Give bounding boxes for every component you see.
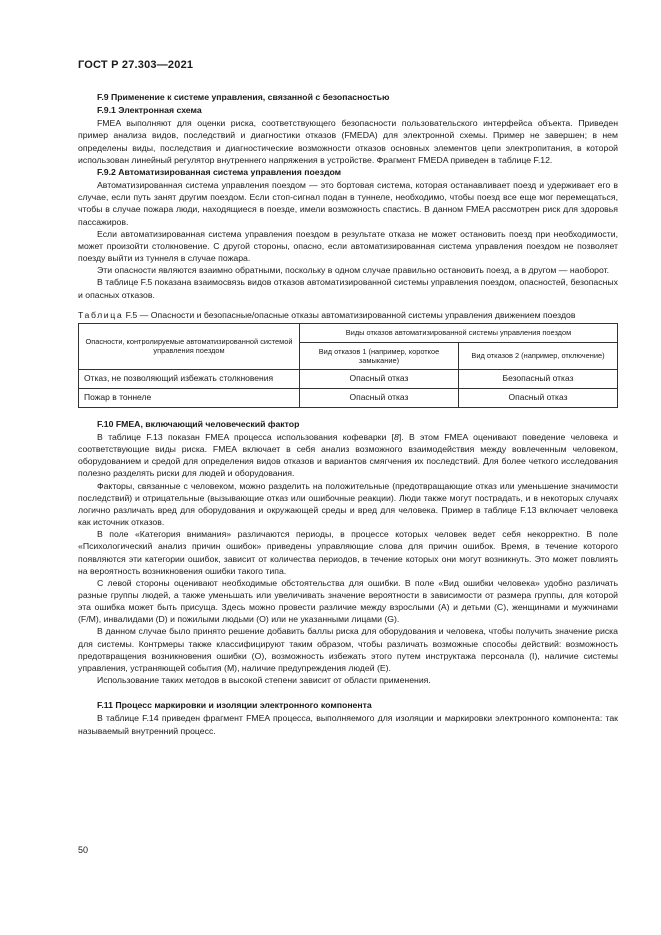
section-f10-paragraph-5: В данном случае было принято решение добавить баллы риска для оборудования и человека, чтобы получить значение риска для системы. Контрмеры также классифицируют таким образом, чтобы различать возможные способы действий: возможность предотвращения возникновения ошибки (O), возможность избежать этого путем инструктажа персонала (I), наличие системы управления, устраняющей события (M), наличие предупреждения людей (E).: [78, 626, 618, 673]
section-f91-heading: F.9.1 Электронная схема: [97, 105, 202, 116]
table-cell-mode-1: Опасный отказ: [299, 369, 458, 388]
table-cell-hazard: Отказ, не позволяющий избежать столкновения: [79, 369, 300, 388]
table-caption-text: F.5 — Опасности и безопасные/опасные отказы автоматизированной системы управления движением поездов: [123, 309, 576, 320]
table-f5: [78, 323, 618, 408]
table-row: [79, 369, 618, 388]
section-f10-paragraph-1: [78, 431, 618, 480]
paragraph-text: ]. В этом FMEA оценивают поведение человека и соответствующие виды риска. FMEA включает в себя анализ возможного взаимодействия между вовлеченным человеком, оборудованием и средой для определения видов отказов и вариантов смягчения их последствий. Для более четкого исследования полезно разделять риски для людей и оборудования.: [78, 431, 618, 479]
section-f92-paragraph-2: Если автоматизированная система управления поездом в результате отказа не может остановить поезд при необходимости, может произойти столкновение. С другой стороны, опасно, если автоматизированная система управления поездом не позволяет поезду выйти из туннеля в случае пожара.: [78, 228, 618, 264]
table-cell-mode-2: Опасный отказ: [458, 388, 617, 407]
page-number: 50: [78, 845, 89, 855]
section-f9-heading: F.9 Применение к системе управления, связанной с безопасностью: [97, 92, 390, 102]
section-f92-paragraph-3: Эти опасности являются взаимно обратными, поскольку в одном случае правильно остановить поезд, а в другом — наоборот.: [97, 265, 610, 276]
table-subheader-mode-1: Вид отказов 1 (например, короткое замыкание): [299, 342, 458, 369]
table-f5-caption: [78, 309, 618, 321]
section-f92-heading: F.9.2 Автоматизированная система управления поездом: [97, 166, 342, 177]
table-header-hazards: Опасности, контролируемые автоматизированной системой управления поездом: [79, 323, 300, 369]
section-f92-paragraph-1: Автоматизированная система управления поездом — это бортовая система, которая останавливает поезд и удерживает его в случае, если путь занят другим поездом. Если стоп-сигнал подан в туннеле, необходимо, чтобы поезд все еще мог перемещаться, чтобы в случае пожара люди, находящиеся в поезде, имели возможность спастись. В данном FMEA рассмотрен риск для здоровья пассажиров.: [78, 180, 618, 227]
section-f11-paragraph: В таблице F.14 приведен фрагмент FMEA процесса, выполняемого для изоляции и маркировки электронного компонента: так называемый внутренний процесс.: [78, 713, 618, 736]
table-cell-mode-2: Безопасный отказ: [458, 369, 617, 388]
section-f91-paragraph: FMEA выполняют для оценки риска, соответствующего безопасности пользовательского интерфейса объекта. Приведен пример анализа видов, последствий и диагностики отказов (FMEDA) для электронной схемы. Пример не завершен; в нем определены виды, последствия и диагностические возможности отказов основных элементов цепи электропитания, в которой использован линейный регулятор внутреннего напряжения в устройстве. Фрагмент FMEDA приведен в таблице F.12.: [78, 118, 618, 165]
bibliography-reference: 8: [394, 431, 399, 442]
standard-designation: ГОСТ Р 27.303—2021: [78, 59, 194, 71]
section-f10-heading: F.10 FMEA, включающий человеческий фактор: [97, 418, 300, 429]
section-f10-paragraph-2: Факторы, связанные с человеком, можно разделить на положительные (предотвращающие отказ или уменьшение значимости последствий) и отрицательные (вызывающие отказ или ошибочные реакции). Люди также могут пострадать, и в некоторых случаях логично различать вред для оборудования и окружающей среды и вред для человека. Пример в таблице F.13 включает человека как источник отказов.: [78, 480, 618, 528]
section-f10-paragraph-6: Использование таких методов в высокой степени зависит от области применения.: [97, 675, 431, 686]
table-header-failure-modes: Виды отказов автоматизированной системы управления поездом: [299, 323, 617, 342]
section-f92-paragraph-4: В таблице F.5 показана взаимосвязь видов отказов автоматизированной системы управления поездом, опасностей, безопасных и опасных отказов.: [78, 277, 618, 300]
document-body: [78, 91, 618, 737]
table-row: [79, 388, 618, 407]
table-cell-hazard: Пожар в тоннеле: [79, 388, 300, 407]
section-f10-paragraph-4: С левой стороны оценивают необходимые обстоятельства для ошибки. В поле «Вид ошибки человека» удобно различать разные группы людей, а также уменьшать или увеличивать значение вероятности в зависимости от размера группы, для которой эта ошибка может быть присуща. Здесь можно провести различие между взрослыми (A) и детьми (C), женщинами и мужчинами (F/M), инвалидами (D) и пожилыми людьми (O) или не указанными лицами (G).: [78, 577, 618, 625]
table-subheader-mode-2: Вид отказов 2 (например, отключение): [458, 342, 617, 369]
section-f11-heading: F.11 Процесс маркировки и изоляции электронного компонента: [97, 700, 372, 711]
paragraph-text: В таблице F.13 показан FMEA процесса использования кофеварки [: [97, 431, 394, 442]
table-caption-word: Таблица: [78, 309, 124, 320]
table-header-row: [79, 323, 618, 342]
table-cell-mode-1: Опасный отказ: [299, 388, 458, 407]
section-f10-paragraph-3: В поле «Категория внимания» различаются периоды, в процессе которых человек ведет себя некорректно. В поле «Психологический анализ причин ошибок» приведены управляющие слова для причин ошибок. Время, в течение которого появляются эти категории ошибок, зависит от количества периодов, в течение которых они могут возникнуть. Это может повлиять на вероятность возникновения ошибки такого типа.: [78, 529, 618, 576]
